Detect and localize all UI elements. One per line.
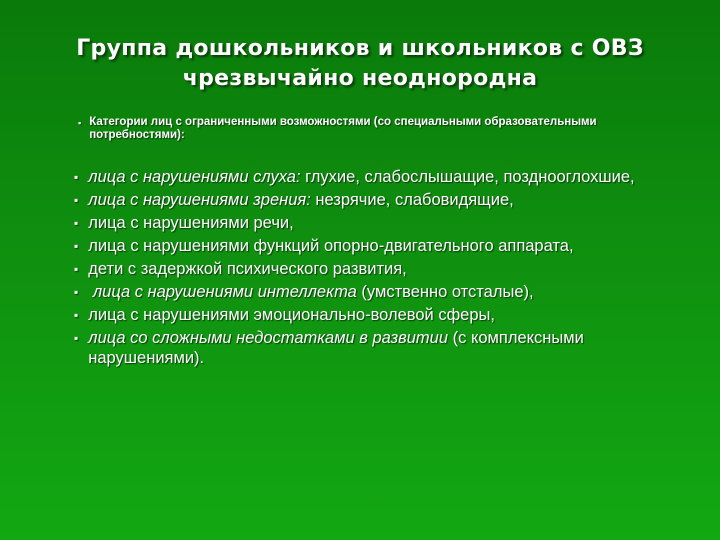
- bullet-icon: ▪: [74, 216, 79, 230]
- list-item-text: [88, 305, 674, 325]
- item-normal: дети с задержкой психического развития,: [88, 260, 407, 278]
- category-list: [74, 167, 674, 371]
- bullet-icon: ▪: [74, 193, 79, 207]
- bullet-icon: ▪: [74, 285, 79, 299]
- bullet-icon: ▪: [74, 170, 79, 184]
- item-italic: лица с нарушениями интеллекта: [88, 283, 357, 301]
- item-normal: лица с нарушениями функций опорно-двигательного аппарата,: [88, 237, 574, 255]
- list-item-text: [88, 167, 674, 187]
- list-item: [74, 236, 674, 256]
- list-item-text: [88, 190, 674, 210]
- item-normal: лица с нарушениями речи,: [88, 214, 294, 232]
- intro-text: Категории лиц с ограниченными возможностями (со специальными образовательными потребностями):: [89, 116, 597, 141]
- list-item-text: [88, 328, 674, 368]
- title-line-2: чрезвычайно неоднородна: [182, 66, 538, 91]
- bullet-icon: ▪: [78, 118, 82, 128]
- item-normal: незрячие, слабовидящие,: [310, 191, 514, 209]
- item-italic: лица с нарушениями слуха:: [88, 168, 301, 186]
- bullet-icon: ▪: [74, 262, 79, 276]
- list-item: [74, 305, 674, 325]
- item-normal: глухие, слабослышащие, позднооглохшие,: [300, 168, 635, 186]
- intro-bullet: [78, 116, 638, 142]
- list-item-text: [88, 236, 674, 256]
- bullet-icon: ▪: [74, 239, 79, 253]
- list-item-text: [88, 282, 674, 302]
- item-normal: лица с нарушениями эмоционально-волевой сферы,: [88, 306, 495, 324]
- list-item: [74, 282, 674, 302]
- bullet-icon: ▪: [74, 308, 79, 322]
- slide-title: [30, 34, 690, 94]
- item-italic: лица с нарушениями зрения:: [88, 191, 311, 209]
- title-line-1: Группа дошкольников и школьников с ОВЗ: [76, 36, 644, 61]
- item-normal: (с комплексными нарушениями).: [88, 329, 584, 367]
- list-item: [74, 213, 674, 233]
- list-item: [74, 259, 674, 279]
- bullet-icon: ▪: [74, 331, 79, 345]
- list-item-text: [88, 213, 674, 233]
- item-italic: лица со сложными недостатками в развитии: [88, 329, 449, 347]
- list-item: [74, 328, 674, 368]
- list-item: [74, 190, 674, 210]
- list-item: [74, 167, 674, 187]
- list-item-text: [88, 259, 674, 279]
- item-normal: (умственно отсталые),: [356, 283, 534, 301]
